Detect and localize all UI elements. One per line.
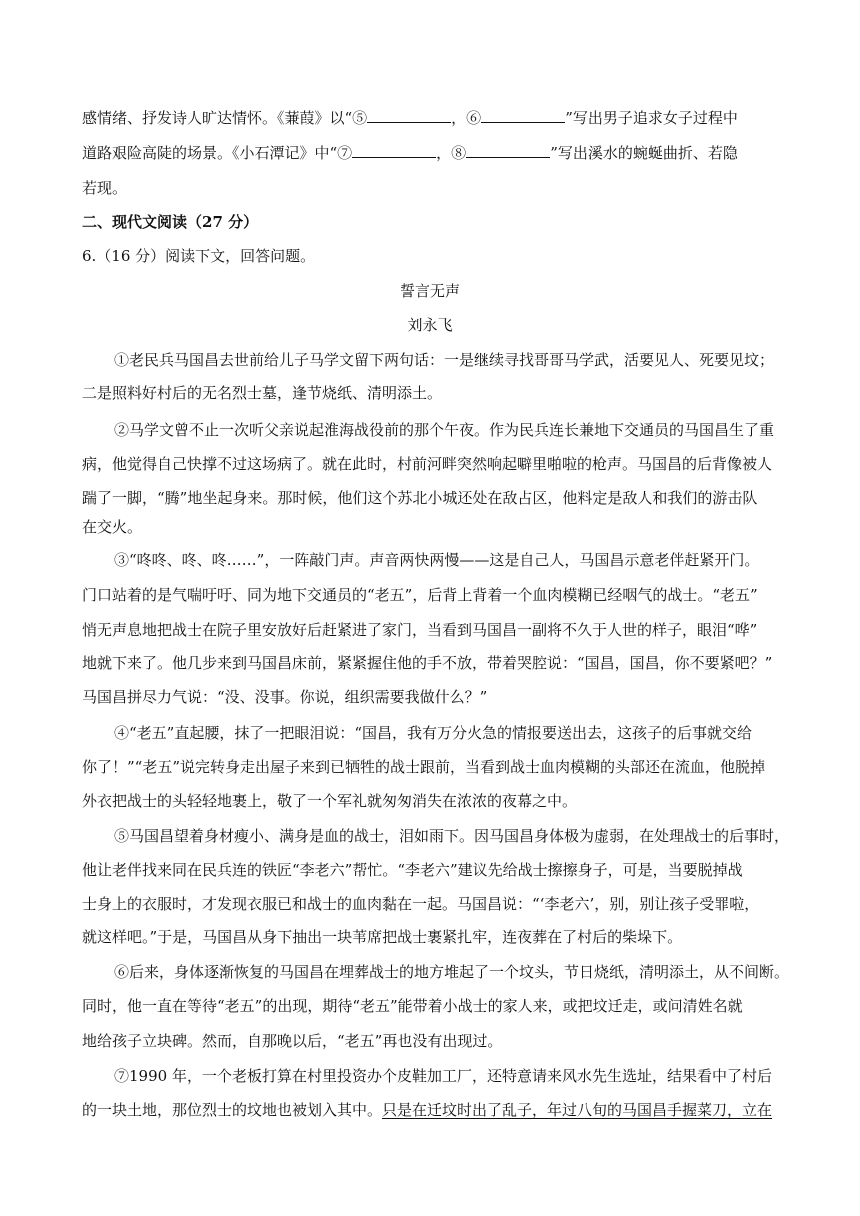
fill-text: 感情绪、抒发诗人旷达情怀。《蒹葭》以“⑤ <box>82 109 368 127</box>
body-line: 士身上的衣服时，才发现衣服已和战士的血肉黏在一起。马国昌说：“‘李老六’，别，别让孩子受罪啦， <box>82 895 760 913</box>
fill-line-3: 若现。 <box>82 179 128 197</box>
body-line: ④“老五”直起腰，抹了一把眼泪说：“国昌，我有万分火急的情报要送出去，这孩子的后事就交给 <box>114 724 753 742</box>
body-line: 踹了一脚，“腾”地坐起身来。那时候，他们这个苏北小城还处在敌占区，他料定是敌人和我们的游击队 <box>82 489 758 507</box>
fill-text: ”写出男子追求女子过程中 <box>565 109 738 127</box>
body-line: ③“咚咚、咚、咚……”，一阵敲门声。声音两快两慢——这是自己人，马国昌示意老伴赶紧开门。 <box>114 551 760 569</box>
body-line: ⑥后来，身体逐渐恢复的马国昌在埋葬战士的地方堆起了一个坟头，节日烧纸，清明添土，从不间断。 <box>114 963 790 981</box>
body-line <box>82 1099 772 1121</box>
body-line: 同时，他一直在等待“老五”的出现，期待“老五”能带着小战士的家人来，或把坟迁走，或问清姓名就 <box>82 997 743 1015</box>
body-line: 在交火。 <box>82 518 143 536</box>
section-title: 二、现代文阅读（27 分） <box>82 213 259 231</box>
body-line: 外衣把战士的头轻轻地裹上，敬了一个军礼就匆匆消失在浓浓的夜幕之中。 <box>82 792 578 810</box>
fill-text: 道路艰险高陡的场景。《小石潭记》中“⑦ <box>82 144 353 162</box>
body-line: 门口站着的是气喘吁吁、同为地下交通员的“老五”，后背上背着一个血肉模糊已经咽气的战士。“老五” <box>82 586 758 604</box>
article-author: 刘永飞 <box>407 316 453 334</box>
question-prompt: 6.（16 分）阅读下文，回答问题。 <box>82 247 316 265</box>
answer-blank-8 <box>466 142 550 158</box>
fill-line-2 <box>82 142 738 164</box>
body-text: 的一块土地，那位烈士的坟地也被划入其中。 <box>82 1101 383 1119</box>
body-line: 二是照料好村后的无名烈士墓，逢节烧纸、清明添土。 <box>82 384 443 402</box>
body-line: 悄无声息地把战士在院子里安放好后赶紧进了家门，当看到马国昌一副将不久于人世的样子，眼泪“哗” <box>82 621 758 639</box>
body-line: 你了！”“老五”说完转身走出屋子来到已牺牲的战士跟前，当看到战士血肉模糊的头部还在流血，他脱掉 <box>82 758 766 776</box>
body-line: 就这样吧。”于是，马国昌从身下抽出一块苇席把战士裹紧扎牢，连夜葬在了村后的柴垛下。 <box>82 928 683 946</box>
body-line: 地给孩子立块碑。然而，自那晚以后，“老五”再也没有出现过。 <box>82 1032 503 1050</box>
answer-blank-5 <box>367 107 451 123</box>
fill-text: ，⑧ <box>436 144 467 162</box>
body-line: ⑤马国昌望着身材瘦小、满身是血的战士，泪如雨下。因马国昌身体极为虚弱，在处理战士的后事时， <box>114 827 790 845</box>
fill-text: ”写出溪水的蜿蜒曲折、若隐 <box>550 144 738 162</box>
body-line: 他让老伴找来同在民兵连的铁匠“李老六”帮忙。“李老六”建议先给战士擦擦身子，可是，当要脱掉战 <box>82 861 743 879</box>
fill-line-1 <box>82 107 738 129</box>
fill-text: ，⑥ <box>451 109 482 127</box>
underlined-sentence: 只是在迁坟时出了乱子，年过八旬的马国昌手握菜刀，立在 <box>382 1101 773 1119</box>
body-line: 病，他觉得自己快撑不过这场病了。就在此时，村前河畔突然响起噼里啪啦的枪声。马国昌的后背像被人 <box>82 455 773 473</box>
answer-blank-6 <box>481 107 565 123</box>
body-line: ⑦1990 年，一个老板打算在村里投资办个皮鞋加工厂，还特意请来风水先生选址，结果看中了村后 <box>114 1067 772 1085</box>
body-line: 地就下来了。他几步来到马国昌床前，紧紧握住他的手不放，带着哭腔说：“国昌，国昌，你不要紧吧？” <box>82 654 773 672</box>
body-line: 马国昌拼尽力气说：“没、没事。你说，组织需要我做什么？” <box>82 688 488 706</box>
answer-blank-7 <box>352 142 436 158</box>
body-line: ②马学文曾不止一次听父亲说起淮海战役前的那个午夜。作为民兵连长兼地下交通员的马国昌生了重 <box>114 421 775 439</box>
body-line: ①老民兵马国昌去世前给儿子马学文留下两句话：一是继续寻找哥哥马学武，活要见人、死要见坟； <box>114 351 775 369</box>
article-title: 誓言无声 <box>399 282 460 300</box>
